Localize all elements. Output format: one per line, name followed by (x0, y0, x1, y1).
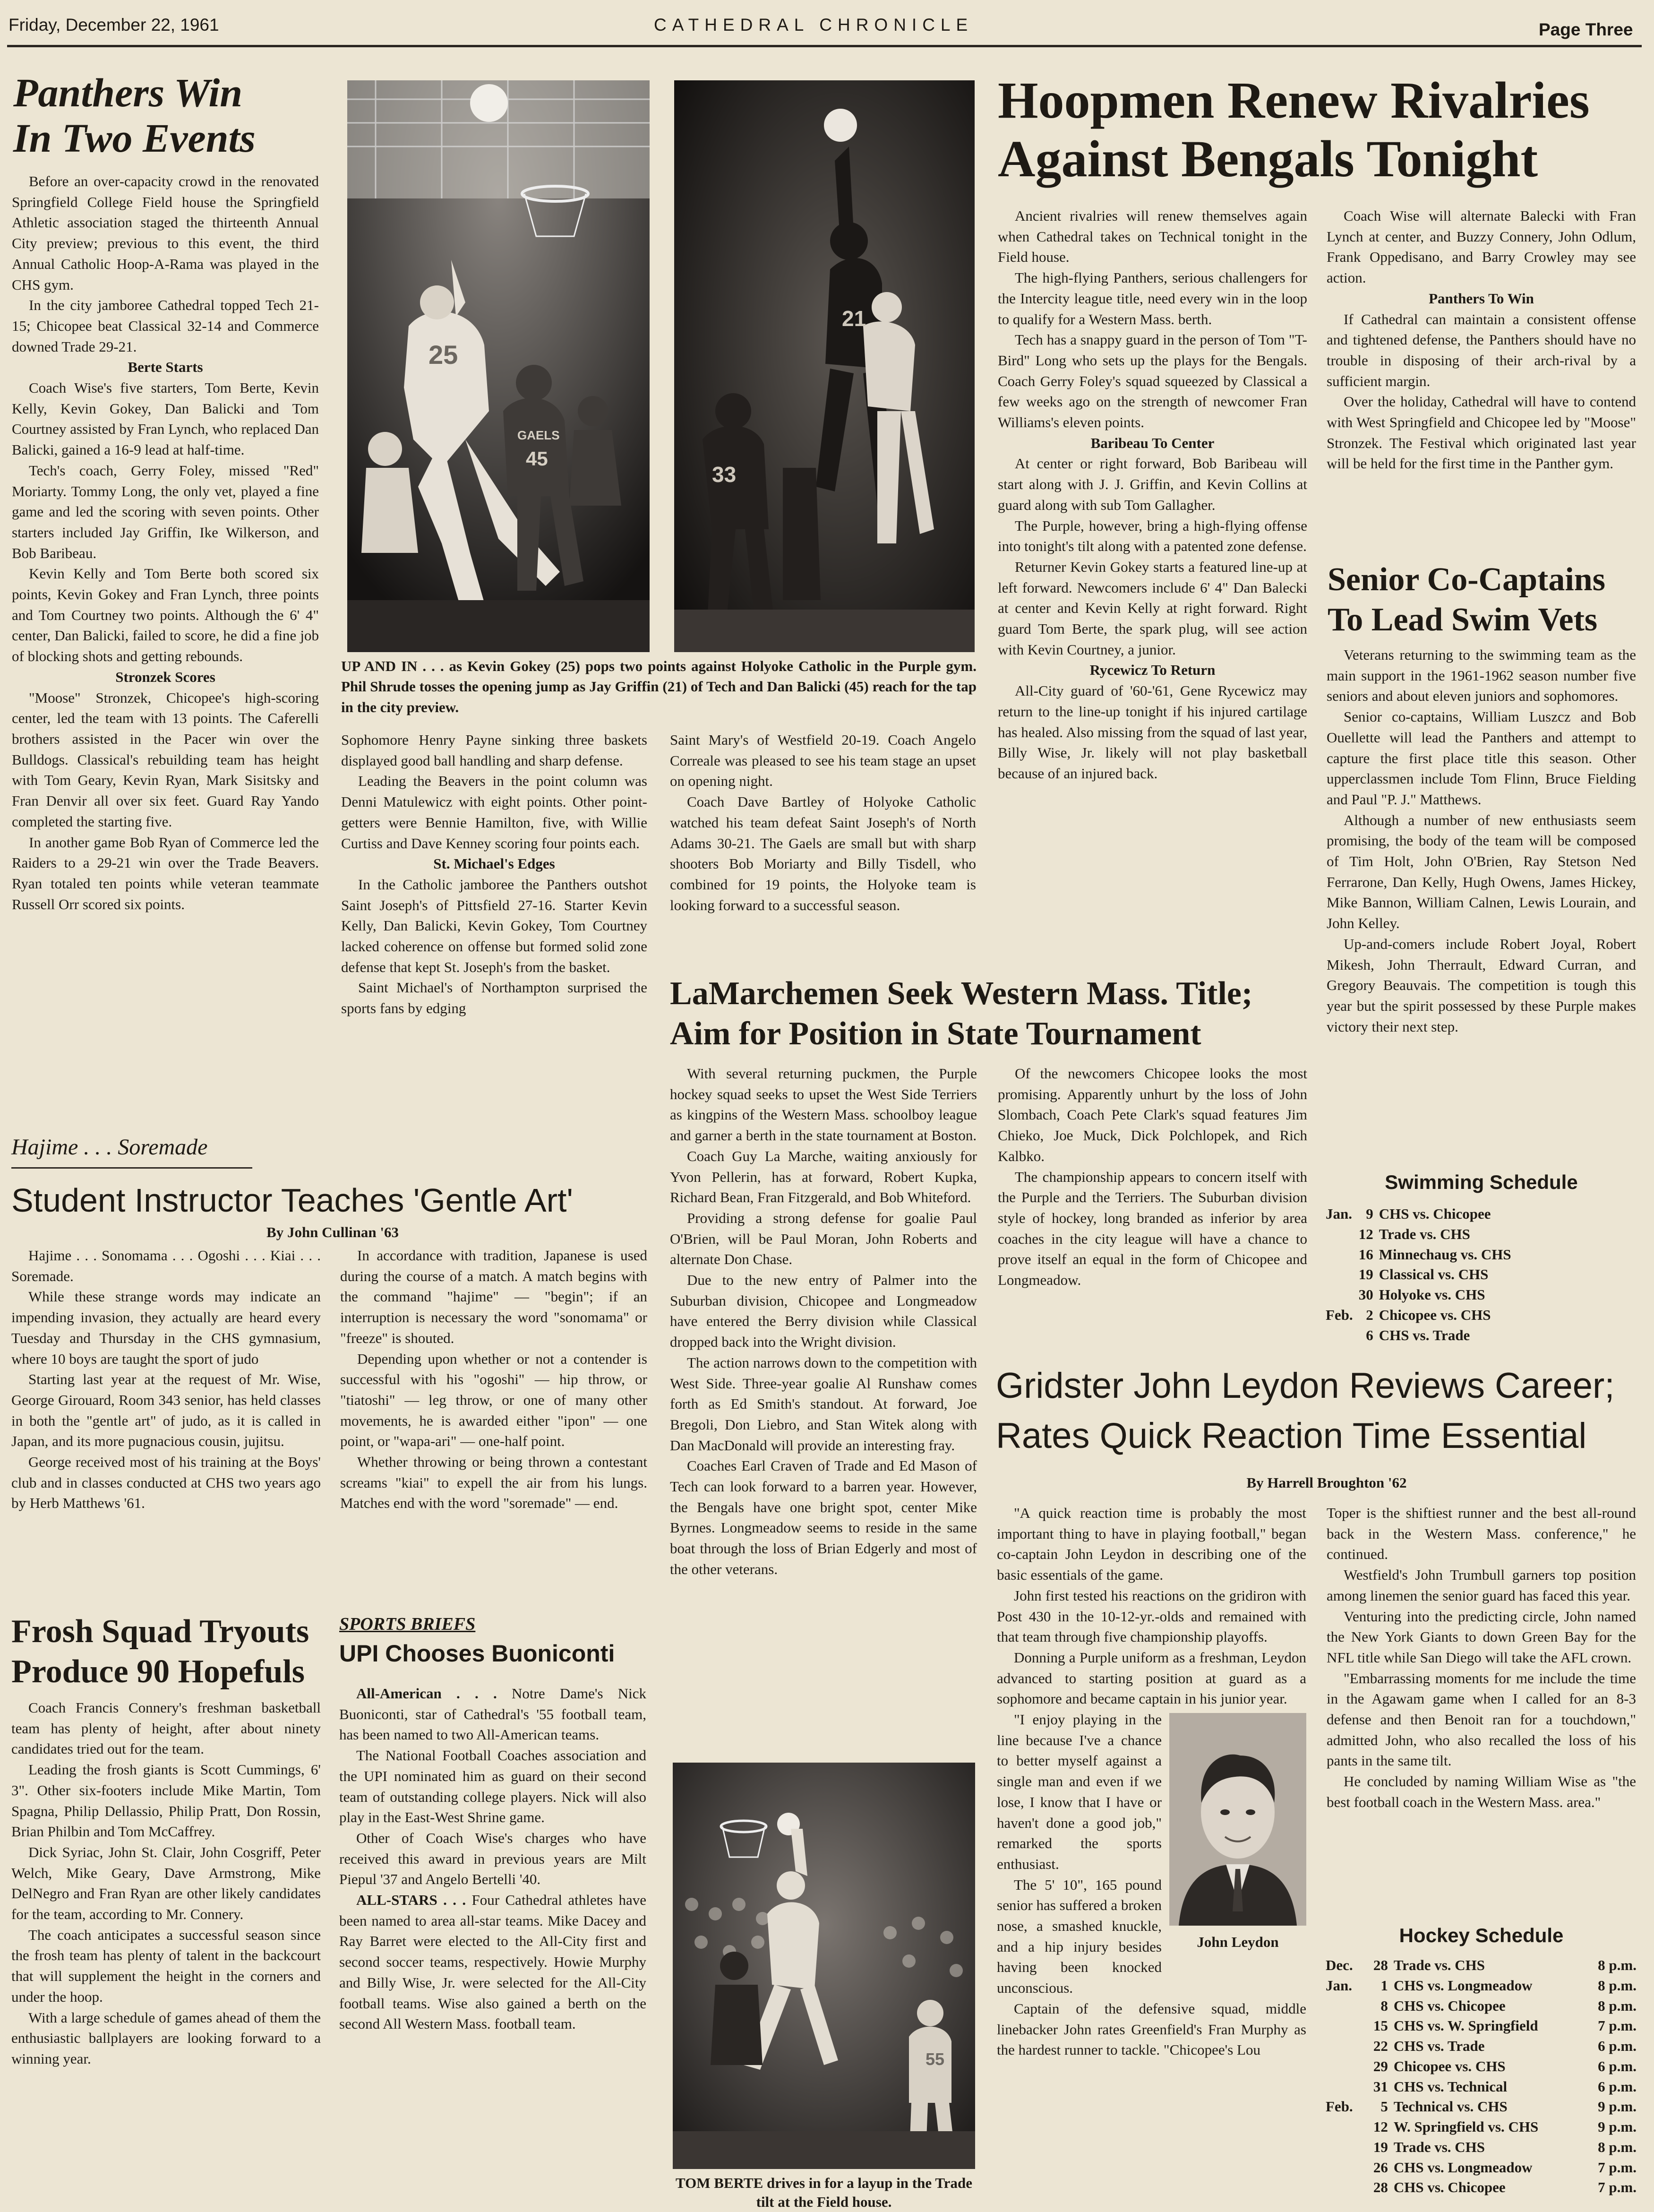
schedule-m-cell (1323, 1285, 1356, 1305)
paragraph: In the city jamboree Cathedral topped Tech 21-15; Chicopee beat Classical 32-14 and Commerce downed Trade 29-21. (12, 297, 319, 355)
paragraph: The coach anticipates a successful season since the frosh team has plenty of talent in the backcourt that will supplement the height in the corners and under the hoop. (11, 1926, 321, 2005)
schedule-g-cell: CHS vs. Trade (1393, 2038, 1485, 2055)
schedule-d-cell: 8 (1380, 1997, 1388, 2014)
schedule-row (1323, 2016, 1639, 2036)
schedule-d-cell: 12 (1373, 2118, 1388, 2135)
subhead: Berte Starts (128, 359, 203, 376)
schedule-g-cell: Minnechaug vs. CHS (1379, 1246, 1511, 1263)
subhead: Baribeau To Center (1090, 434, 1215, 451)
hockey-col-1 (670, 1063, 977, 1580)
swim-headline-line1: Senior Co-Captains (1328, 561, 1605, 598)
paragraph: Tech has a snappy guard in the person of Tom "T-Bird" Long who sets up the plays for the Bengals. Coach Gerry Foley's squad squeezed by Classical a few weeks ago on the strength of newcomer Fran Williams's eleven points. (998, 331, 1307, 431)
paragraph: Donning a Purple uniform as a freshman, Leydon advanced to starting position at guard as a sophomore and became captain in his junior year. (997, 1649, 1306, 1707)
schedule-d-cell: 9 (1366, 1205, 1373, 1222)
paragraph: The Purple, however, bring a high-flying offense into tonight's tilt along with a patented zone defense. (998, 517, 1307, 555)
schedule-m-cell (1323, 1325, 1356, 1346)
paragraph: If Cathedral can maintain a consistent offense and tightened defense, the Panthers should have no trouble in disposing of their arch-rival by a sufficient margin. (1327, 310, 1636, 389)
paragraph: Captain of the defensive squad, middle linebacker John rates Greenfield's Fran Murphy as the hardest runner to tackle. "Chicopee's Lou (997, 2000, 1306, 2058)
leydon-portrait (1169, 1713, 1306, 1961)
hoopmen-headline (998, 71, 1654, 189)
swim-schedule-title: Swimming Schedule (1385, 1171, 1578, 1193)
schedule-row (1323, 1325, 1514, 1346)
schedule-g-cell: Chicopee vs. CHS (1393, 2057, 1506, 2074)
page-number: Page Three (1539, 20, 1633, 39)
paragraph: Coach Wise will alternate Balecki with Fran Lynch at center, and Buzzy Connery, John Odlum, Frank Oppedisano, and Barry Crowley may see action. (1327, 207, 1636, 286)
brief-lead: All-American . . . (356, 1685, 497, 1702)
issue-date: Friday, December 22, 1961 (9, 15, 219, 34)
paragraph: Returner Kevin Gokey starts a featured line-up at left forward. Newcomers include 6' 4" Dan Balecki at center and Kevin Kelly at right forward. Right guard Tom Berte, the spark plug, will see action with Kevin Courtney, a junior. (998, 558, 1307, 658)
frosh-headline-line1: Frosh Squad Tryouts (11, 1613, 309, 1650)
schedule-t-cell: 6 p.m. (1598, 2057, 1637, 2074)
schedule-d-cell: 5 (1380, 2098, 1388, 2115)
schedule-m-cell (1323, 1996, 1365, 2016)
paragraph: "I enjoy playing in the line because I've a chance to better myself against a single man and even if we lose, I know that I have or haven't done a good job," remarked the sports enthusiast. (997, 1711, 1162, 1872)
schedule-m-cell (1323, 2077, 1365, 2097)
paragraph: "A quick reaction time is probably the most important thing to have in playing football," began co-captain John Leydon in describing one of the basic essentials of the game. (997, 1505, 1306, 1584)
swim-headline (1328, 559, 1649, 640)
paragraph: With several returning puckmen, the Purple hockey squad seeks to upset the West Side Terriers as kingpins of the Western Mass. schoolboy league and garner a berth in the state tournament at Boston. (670, 1065, 977, 1144)
paragraph: Sophomore Henry Payne sinking three baskets displayed good ball handling and sharp defense. (341, 732, 647, 769)
paragraph: "Embarrassing moments for me include the time in the Agawam game when I called for an 8-3 defense and then Benoit ran for a touchdown," admitted John, who also recalled the loss of his pants in the same tilt. (1327, 1670, 1636, 1769)
paragraph: Saint Michael's of Northampton surprised the sports fans by edging (341, 979, 647, 1017)
paragraph: Toper is the shiftiest runner and the best all-round back in the Western Mass. conference," he continued. (1327, 1505, 1636, 1563)
panthers-col-3 (670, 730, 976, 915)
schedule-d-cell: 28 (1373, 1957, 1388, 1973)
schedule-row (1323, 2036, 1639, 2057)
paragraph: George received most of his training at the Boys' club and in classes conducted at CHS two years ago by Herb Matthews '61. (11, 1454, 321, 1512)
frosh-body (11, 1697, 321, 2069)
paragraph: Leading the Beavers in the point column was Denni Matulewicz with eight points. Other point-getters were Bennie Hamilton, five, with Willie Curtiss and Dave Kenney scoring four points each. (341, 773, 647, 852)
schedule-m-cell (1323, 2016, 1365, 2036)
paragraph: Coach Guy La Marche, waiting anxiously for Yvon Pellerin, has at forward, Robert Kupka, Richard Bean, Fran Fitzgerald, and Bob Whiteford. (670, 1147, 977, 1206)
schedule-g-cell: Classical vs. CHS (1379, 1266, 1489, 1283)
schedule-row (1323, 2158, 1639, 2178)
schedule-d-cell: 29 (1373, 2057, 1388, 2074)
paragraph: Dick Syriac, John St. Clair, John Cosgriff, Peter Welch, Mike Geary, Dave Armstrong, Mike DelNegro and Fran Ryan are other likely candidates for the team, according to Mr. Connery. (11, 1843, 321, 1923)
paragraph: "Moose" Stronzek, Chicopee's high-scoring center, led the team with 13 points. The Caferelli brothers assisted in the Pacer win over the Bulldogs. Classical's rebuilding team has height with Tom Geary, Kevin Ryan, Mark Sisitsky and Fran Denvir all over six feet. Guard Ray Yando completed the starting five. (12, 689, 319, 830)
subhead: St. Michael's Edges (433, 855, 555, 872)
schedule-row (1323, 1204, 1514, 1224)
schedule-d-cell: 6 (1366, 1326, 1373, 1343)
frosh-headline (11, 1611, 333, 1692)
paper-name: CATHEDRAL CHRONICLE (654, 15, 974, 34)
panthers-headline-line2: In Two Events (13, 115, 256, 161)
layup-photo (673, 1763, 975, 2169)
paragraph: In another game Bob Ryan of Commerce led the Raiders to a 29-21 win over the Trade Beavers. Ryan totaled ten points while veteran teammate Russell Orr scored six points. (12, 834, 319, 912)
paragraph: The championship appears to concern itself with the Purple and the Terriers. The Suburban division style of hockey, long branded as inferior by area coaches in the city league will have a chance to prove itself an equal in the form of Chicopee and Longmeadow. (998, 1168, 1307, 1289)
schedule-m-cell (1323, 2117, 1365, 2137)
schedule-row (1323, 2137, 1639, 2158)
leydon-col-2 (1327, 1503, 1636, 1813)
jersey-number: 45 (526, 448, 548, 470)
schedule-d-cell: 12 (1358, 1225, 1373, 1242)
paragraph: Venturing into the predicting circle, John named the New York Giants to down Green Bay for the NFL title while San Diego will take the AFL crown. (1327, 1608, 1636, 1666)
hoopmen-col-2 (1327, 206, 1636, 474)
schedule-t-cell: 8 p.m. (1598, 1997, 1637, 2014)
paragraph: Veterans returning to the swimming team as the main support in the 1961-1962 season number five seniors and about eleven juniors and sophomores. (1327, 646, 1636, 705)
jersey-lettering: GAELS (517, 428, 560, 442)
paragraph: He concluded by naming William Wise as "the best football coach in the Western Mass. area." (1327, 1773, 1636, 1810)
schedule-row (1323, 2077, 1639, 2097)
schedule-t-cell: 8 p.m. (1598, 1977, 1637, 1994)
schedule-g-cell: CHS vs. Chicopee (1379, 1205, 1491, 1222)
paragraph: Westfield's John Trumbull garners top position among linemen the senior guard has faced this year. (1327, 1566, 1636, 1604)
schedule-t-cell: 7 p.m. (1598, 2159, 1637, 2176)
basketball-photo-center (674, 80, 975, 652)
leydon-byline: By Harrell Broughton '62 (1246, 1474, 1407, 1491)
paragraph: Senior co-captains, William Luszcz and Bob Ouellette will lead the Panthers and attempt to capture the first place title this season. Other upperclassmen include Tom Flinn, Bruce Fielding and Paul "P. J." Matthews. (1327, 708, 1636, 808)
schedule-row (1323, 2178, 1639, 2198)
schedule-g-cell: Trade vs. CHS (1393, 1957, 1485, 1973)
schedule-d-cell: 26 (1373, 2159, 1388, 2176)
hockey-headline-line2: Aim for Position in State Tournament (670, 1016, 1201, 1052)
paragraph: Ancient rivalries will renew themselves again when Cathedral takes on Technical tonight in the Field house. (998, 207, 1307, 266)
paragraph: Four Cathedral athletes have been named to area all-star teams. Mike Dacey and Ray Barret were elected to the All-City first and second soccer teams, respectively. Howie Murphy and Billy Wise, Jr. were selected for the All-City football teams. Wise also gained a berth on the second All Western Mass. football team. (339, 1892, 646, 2032)
basketball-photo-left (347, 80, 650, 652)
panthers-col-1 (12, 171, 319, 914)
leydon-headline (996, 1361, 1648, 1462)
frosh-headline-line2: Produce 90 Hopefuls (11, 1653, 305, 1690)
paragraph: John first tested his reactions on the gridiron with Post 430 in the 10-12-yr.-olds and remained with that team through five championship playoffs. (997, 1587, 1306, 1645)
paragraph: Due to the new entry of Palmer into the Suburban division, Chicopee and Longmeadow have entered the Berry division while Classical dropped back into the Wright division. (670, 1272, 977, 1351)
schedule-m-cell (1323, 1265, 1356, 1285)
schedule-t-cell: 6 p.m. (1598, 2038, 1637, 2055)
leydon-headline-line2: Rates Quick Reaction Time Essential (996, 1416, 1587, 1456)
schedule-t-cell: 8 p.m. (1598, 2138, 1637, 2155)
judo-byline: By John Cullinan '63 (266, 1224, 399, 1240)
schedule-row (1323, 1305, 1514, 1325)
schedule-g-cell: CHS vs. Trade (1379, 1326, 1470, 1343)
schedule-d-cell: 30 (1358, 1286, 1373, 1303)
leydon-headline-line1: Gridster John Leydon Reviews Career; (996, 1366, 1615, 1406)
hockey-col-2 (998, 1063, 1307, 1291)
paragraph: Coach Dave Bartley of Holyoke Catholic watched his team defeat Saint Joseph's of North Adams 30-21. The Gaels are small but with sharp shooters Bob Moriarty and Billy Tisdell, who combined for 19 points, the Holyoke team is looking forward to a successful season. (670, 793, 976, 913)
schedule-d-cell: 19 (1373, 2138, 1388, 2155)
paragraph: Notre Dame's Nick Buoniconti, star of Cathedral's '55 football team, has been named to two All-American teams. (339, 1685, 647, 1743)
schedule-m-cell: Jan. (1326, 1205, 1352, 1222)
paragraph: Providing a strong defense for goalie Paul O'Brien, will be Paul Moran, John Roberts and alternate Don Chase. (670, 1209, 977, 1268)
paragraph: Coach Wise's five starters, Tom Berte, Kevin Kelly, Kevin Gokey, Dan Balicki and Tom Courtney assisted by Fran Lynch, who replaced Dan Balicki, gained a 16-9 lead at half-time. (12, 379, 319, 458)
hoopmen-headline-line2: Against Bengals Tonight (998, 130, 1538, 188)
paragraph: Coaches Earl Craven of Trade and Ed Mason of Tech can look forward to a barren year. However, the Bengals have one bright spot, center Mike Byrnes. Longmeadow seems to reside in the same boat through the loss of Brian Edgerly and most of the other veterans. (670, 1457, 977, 1577)
hockey-schedule-title: Hockey Schedule (1399, 1924, 1564, 1946)
panthers-headline-line1: Panthers Win (13, 70, 243, 115)
jersey-number: 55 (926, 2049, 945, 2069)
subhead: Stronzek Scores (115, 668, 215, 685)
paragraph: All-City guard of '60-'61, Gene Rycewicz may return to the line-up tonight if his injured cartilage has healed. Also missing from the squad of last year, Billy Wise, Jr. likely will not play basketball because of an injured back. (998, 682, 1307, 782)
judo-kicker: Hajime . . . Soremade (11, 1135, 208, 1160)
schedule-row (1323, 2057, 1639, 2077)
schedule-m-cell: Dec. (1326, 1957, 1353, 1973)
panthers-col-2 (341, 730, 647, 1019)
schedule-t-cell: 7 p.m. (1598, 2017, 1637, 2034)
jersey-number: 25 (428, 340, 458, 370)
schedule-m-cell (1323, 2137, 1365, 2158)
paragraph: Coach Francis Connery's freshman basketball team has plenty of height, after about ninety candidates tried out for the team. (11, 1699, 321, 1757)
hockey-headline (670, 973, 1322, 1054)
schedule-row (1323, 1976, 1639, 1996)
schedule-t-cell: 9 p.m. (1598, 2098, 1637, 2115)
schedule-row (1323, 1955, 1639, 1976)
schedule-d-cell: 19 (1358, 1266, 1373, 1283)
paragraph: The action narrows down to the competition with West Side. Three-year goalie Al Runshaw comes forth as Ed Smith's standout. At forward, Joe Bregoli, Don Liebro, and Stan Witek along with Dan MacDonald will provide an interesting fray. (670, 1354, 977, 1454)
schedule-d-cell: 16 (1358, 1246, 1373, 1263)
hockey-schedule-table (1323, 1955, 1639, 2198)
subhead: Rycewicz To Return (1089, 662, 1216, 679)
swim-body (1327, 645, 1636, 1037)
schedule-d-cell: 1 (1380, 1977, 1388, 1994)
photo-scene (673, 1763, 975, 2169)
schedule-m-cell: Jan. (1326, 1977, 1352, 1994)
paragraph: The high-flying Panthers, serious challengers for the Intercity league title, need every win in the loop to qualify for a Western Mass. berth. (998, 269, 1307, 327)
schedule-d-cell: 28 (1373, 2179, 1388, 2196)
panthers-headline (13, 70, 334, 161)
photo1-caption: UP AND IN . . . as Kevin Gokey (25) pops two points against Holyoke Catholic in the Purple gym. Phil Shrude tosses the opening jump as Jay Griffin (21) of Tech and Dan Balicki (45) reach for the tap in the city preview. (341, 658, 977, 715)
photo-scene (347, 80, 650, 652)
schedule-t-cell: 7 p.m. (1598, 2179, 1637, 2196)
schedule-row (1323, 1285, 1514, 1305)
jersey-number: 33 (712, 462, 737, 487)
schedule-t-cell: 9 p.m. (1598, 2118, 1637, 2135)
schedule-g-cell: CHS vs. Longmeadow (1393, 2159, 1533, 2176)
schedule-d-cell: 22 (1373, 2038, 1388, 2055)
judo-col-2 (340, 1245, 647, 1514)
schedule-d-cell: 15 (1373, 2017, 1388, 2034)
masthead-rule (7, 45, 1642, 47)
schedule-g-cell: Technical vs. CHS (1393, 2098, 1508, 2115)
paragraph: Kevin Kelly and Tom Berte both scored six points, Kevin Gokey and Fran Lynch, three points and Tom Courtney two points. Although the 6' 4" center, Dan Balicki, failed to score, he did a fine job of blocking shots and getting rebounds. (12, 565, 319, 665)
schedule-d-cell: 31 (1373, 2078, 1388, 2095)
schedule-row (1323, 1245, 1514, 1265)
schedule-t-cell: 8 p.m. (1598, 1957, 1637, 1973)
schedule-m-cell (1323, 1245, 1356, 1265)
paragraph: Saint Mary's of Westfield 20-19. Coach Angelo Correale was pleased to see his team stage an upset on opening night. (670, 732, 976, 790)
brief-lead: ALL-STARS . . . (356, 1892, 466, 1909)
jersey-number: 21 (842, 306, 866, 331)
paragraph: Whether throwing or being thrown a contestant screams "kiai" to expell the air from his lungs. Matches end with the word "soremade" — end. (340, 1454, 647, 1512)
schedule-g-cell: Chicopee vs. CHS (1379, 1306, 1491, 1323)
schedule-g-cell: CHS vs. Chicopee (1393, 1997, 1506, 2014)
schedule-g-cell: CHS vs. W. Springfield (1393, 2017, 1538, 2034)
schedule-m-cell (1323, 2036, 1365, 2057)
paragraph: While these strange words may indicate an impending invasion, they actually are heard every Tuesday and Thursday in the CHS gymnasium, where 10 boys are taught the sport of judo (11, 1288, 321, 1367)
sports-briefs-label: SPORTS BRIEFS (339, 1614, 476, 1634)
schedule-t-cell: 6 p.m. (1598, 2078, 1637, 2095)
portrait-caption: John Leydon (1197, 1933, 1279, 1950)
paragraph: Tech's coach, Gerry Foley, missed "Red" Moriarty. Tommy Long, the only vet, played a fine game and led the scoring with seven points. Other starters included Jay Griffin, Ike Wilkerson, and Bob Baribeau. (12, 462, 319, 561)
paragraph: Before an over-capacity crowd in the renovated Springfield College Field house the Springfield Athletic association staged the thirteenth Annual City preview; previous to this event, the third Annual Catholic Hoop-A-Rama was played in the CHS gym. (12, 173, 319, 293)
schedule-d-cell: 2 (1366, 1306, 1373, 1323)
paragraph: Of the newcomers Chicopee looks the most promising. Apparently unhurt by the loss of John Slombach, Coach Pete Clark's squad features Jim Chieko, Joe Muck, Dick Polchlopek, and Rich Kalbko. (998, 1065, 1307, 1164)
paragraph: The National Football Coaches association and the UPI nominated him as guard on their second team of outstanding college players. Nick will also play in the East-West Shrine game. (339, 1747, 646, 1826)
schedule-g-cell: CHS vs. Chicopee (1393, 2179, 1506, 2196)
paragraph: The 5' 10", 165 pound senior has suffered a broken nose, a smashed knuckle, and a hip injury besides having been knocked unconscious. (997, 1876, 1162, 1997)
schedule-g-cell: CHS vs. Longmeadow (1393, 1977, 1533, 1994)
schedule-m-cell: Feb. (1326, 1306, 1353, 1323)
paragraph: Other of Coach Wise's charges who have received this award in previous years are Milt Piepul '37 and Angelo Bertelli '40. (339, 1829, 646, 1888)
swim-schedule-table (1323, 1204, 1514, 1345)
schedule-m-cell (1323, 2178, 1365, 2198)
judo-headline: Student Instructor Teaches 'Gentle Art' (11, 1182, 573, 1219)
briefs-headline: UPI Chooses Buoniconti (339, 1640, 615, 1667)
judo-col-1 (11, 1245, 321, 1514)
schedule-m-cell (1323, 2158, 1365, 2178)
paragraph: Depending upon whether or not a contender is successful with his "ogoshi" — hip throw, or "tiatoshi" — leg throw, or one of many other movements, he is awarded either "ipon" — one point, or "wapa-ari" — one-half point. (340, 1350, 647, 1450)
schedule-g-cell: Trade vs. CHS (1379, 1225, 1470, 1242)
kicker-rule (11, 1167, 252, 1169)
paragraph: Up-and-comers include Robert Joyal, Robert Mikesh, John Therrault, Edward Curran, and Gregory Beauvais. The competition is tough this year but the spirit possessed by these Purple makes victory their next step. (1327, 935, 1636, 1035)
hoopmen-headline-line1: Hoopmen Renew Rivalries (998, 71, 1590, 129)
paragraph: Hajime . . . Sonomama . . . Ogoshi . . . Kiai . . . Soremade. (11, 1247, 321, 1284)
schedule-row (1323, 1996, 1639, 2016)
hoopmen-col-1 (998, 206, 1307, 784)
schedule-row (1323, 2097, 1639, 2117)
schedule-row (1323, 2117, 1639, 2137)
swim-headline-line2: To Lead Swim Vets (1328, 602, 1598, 638)
paragraph: Leading the frosh giants is Scott Cummings, 6' 3". Other six-footers include Mike Martin, Tom Spagna, Philip Dellassio, Philip Pratt, Don Rossin, Brian Philbin and Tom McCaffrey. (11, 1761, 321, 1840)
paragraph: Starting last year at the request of Mr. Wise, George Girouard, Room 343 senior, has held classes in both the "gentle art" of judo, as it is called in Japan, and its more pugnacious cousin, jujitsu. (11, 1371, 321, 1450)
paragraph: In accordance with tradition, Japanese is used during the course of a match. A match begins with the command "hajime" — "begin"; if an interruption is necessary the word "sonomama" or "freeze" is shouted. (340, 1247, 647, 1346)
paragraph: Although a number of new enthusiasts seem promising, the body of the team will be composed of Tim Holt, John O'Brien, Ray Stetson Ned Ferrarone, Dan Kelly, Hugh Owens, James Hickey, Mike Bannon, William Calnen, Lewis Lourain, and John Kelley. (1327, 811, 1636, 932)
briefs-body (339, 1683, 646, 2034)
schedule-g-cell: W. Springfield vs. CHS (1393, 2118, 1539, 2135)
schedule-m-cell (1323, 2057, 1365, 2077)
schedule-g-cell: CHS vs. Technical (1393, 2078, 1508, 2095)
paragraph: In the Catholic jamboree the Panthers outshot Saint Joseph's of Pittsfield 27-16. Starter Kevin Kelly, Dan Balicki, Kevin Gokey, Tom Courtney lacked coherence on offense but formed solid zone defense that kept St. Joseph's from the basket. (341, 876, 647, 975)
hockey-headline-line1: LaMarchemen Seek Western Mass. Title; (670, 975, 1253, 1012)
paragraph: Over the holiday, Cathedral will have to contend with West Springfield and Chicopee led by "Moose" Stronzek. The Festival which originated last year will be held for the first time in the Panther gym. (1327, 393, 1636, 472)
portrait-image (1169, 1713, 1306, 1926)
schedule-row (1323, 1224, 1514, 1245)
paragraph: With a large schedule of games ahead of them the enthusiastic ballplayers are looking forward to a winning year. (11, 2009, 321, 2067)
photo-scene (674, 80, 975, 652)
schedule-g-cell: Holyoke vs. CHS (1379, 1286, 1485, 1303)
leydon-col-1 (997, 1503, 1306, 2060)
subhead: Panthers To Win (1429, 290, 1534, 307)
paragraph: At center or right forward, Bob Baribeau will start along with J. J. Griffin, and Kevin Collins at guard along with sub Tom Gallagher. (998, 455, 1307, 513)
schedule-m-cell: Feb. (1326, 2098, 1353, 2115)
schedule-m-cell (1323, 1224, 1356, 1245)
photo2-caption: TOM BERTE drives in for a layup in the Trade tilt at the Field house. (676, 2175, 972, 2211)
schedule-row (1323, 1265, 1514, 1285)
schedule-g-cell: Trade vs. CHS (1393, 2138, 1485, 2155)
